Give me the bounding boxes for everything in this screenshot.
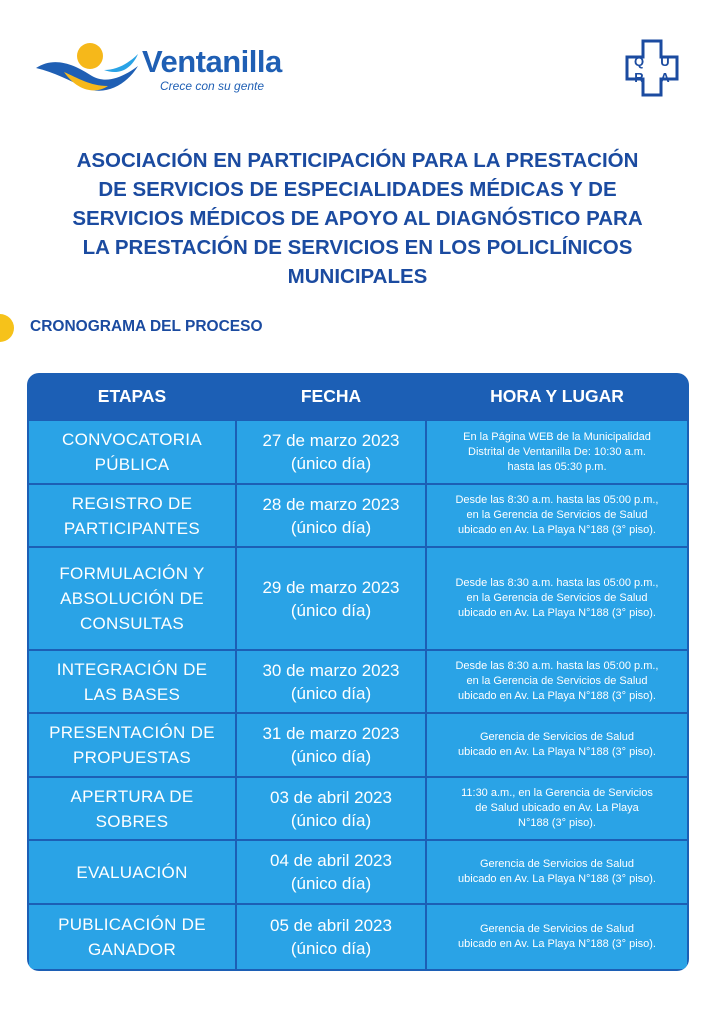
qura-letter: U: [660, 54, 670, 69]
table-row: [27, 548, 689, 649]
date-text: 28 de marzo 2023: [262, 494, 400, 514]
title-line: DE SERVICIOS DE ESPECIALIDADES MÉDICAS Y DE: [98, 178, 617, 201]
time-place-text: N°188 (3° piso).: [518, 817, 596, 829]
stage-text: GANADOR: [87, 940, 177, 959]
stage-cell: [29, 485, 235, 546]
stage-text: CONSULTAS: [79, 614, 185, 633]
stage-text: INTEGRACIÓN DE: [56, 659, 208, 679]
time-place-text: Gerencia de Servicios de Salud: [479, 731, 635, 743]
time-place-cell: [427, 905, 687, 969]
section-title: CRONOGRAMA DEL PROCESO: [30, 318, 263, 335]
date-cell: [237, 548, 425, 649]
stage-cell: [29, 421, 235, 483]
time-place-text: hasta las 05:30 p.m.: [507, 460, 607, 473]
time-place-text: En la Página WEB de la Municipalidad: [463, 430, 651, 443]
time-place-text: 11:30 a.m., en la Gerencia de Servicios: [461, 787, 653, 799]
column-header-stages: ETAPAS: [97, 386, 167, 406]
qura-letter: Q: [633, 54, 645, 69]
table-row: [27, 778, 689, 839]
date-text: 29 de marzo 2023: [262, 577, 400, 597]
title-line: SERVICIOS MÉDICOS DE APOYO AL DIAGNÓSTICO PARA: [72, 207, 643, 230]
title-line: MUNICIPALES: [287, 265, 428, 288]
section-bullet-icon: [0, 314, 14, 342]
date-text: (único día): [290, 939, 372, 958]
time-place-text: en la Gerencia de Servicios de Salud: [466, 675, 648, 687]
logo-tagline: Crece con su gente: [160, 79, 265, 93]
time-place-text: ubicado en Av. La Playa N°188 (3° piso).: [458, 938, 656, 950]
date-text: (único día): [290, 600, 372, 620]
time-place-text: en la Gerencia de Servicios de Salud: [466, 592, 648, 604]
document-title: [20, 146, 695, 291]
stage-text: PROPUESTAS: [73, 748, 191, 767]
date-cell: [237, 714, 425, 776]
date-text: 31 de marzo 2023: [262, 724, 400, 743]
time-place-cell: [427, 714, 687, 776]
stage-text: REGISTRO DE: [71, 493, 193, 513]
time-place-text: ubicado en Av. La Playa N°188 (3° piso).: [458, 690, 656, 702]
logo-name: Ventanilla: [142, 44, 282, 79]
schedule-table: [27, 373, 689, 971]
date-text: (único día): [290, 683, 372, 703]
time-place-text: Desde las 8:30 a.m. hasta las 05:00 p.m.,: [455, 660, 659, 672]
time-place-text: Gerencia de Servicios de Salud: [479, 923, 635, 935]
stage-cell: [29, 841, 235, 903]
ventanilla-logo: [34, 38, 304, 100]
date-text: 04 de abril 2023: [270, 851, 392, 870]
date-text: 30 de marzo 2023: [262, 660, 400, 680]
date-cell: [237, 651, 425, 712]
date-cell: [237, 905, 425, 969]
stage-text: PÚBLICA: [94, 455, 170, 474]
qura-letter: A: [660, 70, 670, 85]
time-place-text: Gerencia de Servicios de Salud: [479, 858, 635, 870]
time-place-cell: [427, 421, 687, 483]
time-place-text: ubicado en Av. La Playa N°188 (3° piso).: [458, 873, 656, 885]
table-row: [27, 485, 689, 546]
title-line: LA PRESTACIÓN DE SERVICIOS EN LOS POLICLÍNICOS: [82, 236, 633, 259]
date-cell: [237, 778, 425, 839]
date-cell: [237, 485, 425, 546]
time-place-cell: [427, 485, 687, 546]
stage-text: PUBLICACIÓN DE: [58, 915, 206, 934]
stage-text: LAS BASES: [83, 684, 181, 704]
date-text: 05 de abril 2023: [270, 916, 392, 935]
date-text: (único día): [290, 517, 372, 537]
time-place-text: ubicado en Av. La Playa N°188 (3° piso).: [458, 524, 656, 536]
date-text: 03 de abril 2023: [270, 787, 392, 807]
stage-cell: [29, 714, 235, 776]
time-place-text: de Salud ubicado en Av. La Playa: [475, 802, 639, 814]
time-place-cell: [427, 548, 687, 649]
time-place-cell: [427, 651, 687, 712]
time-place-cell: [427, 841, 687, 903]
stage-text: PARTICIPANTES: [63, 518, 201, 538]
stage-text: ABSOLUCIÓN DE: [60, 589, 204, 608]
stage-text: EVALUACIÓN: [76, 862, 188, 882]
time-place-text: Desde las 8:30 a.m. hasta las 05:00 p.m.,: [455, 577, 659, 589]
qura-logo: [624, 38, 680, 98]
stage-cell: [29, 651, 235, 712]
table-row: [27, 421, 689, 483]
ventanilla-emblem-icon: [34, 42, 142, 100]
stage-text: SOBRES: [95, 811, 169, 831]
title-line: ASOCIACIÓN EN PARTICIPACIÓN PARA LA PRESTACIÓN: [76, 149, 639, 172]
date-text: (único día): [290, 454, 372, 473]
date-text: (único día): [290, 874, 372, 893]
table-row: [27, 651, 689, 712]
table-row: [27, 905, 689, 969]
column-header-time-place: HORA Y LUGAR: [490, 386, 624, 406]
stage-cell: [29, 905, 235, 969]
table-header: [27, 373, 689, 419]
stage-text: FORMULACIÓN Y: [59, 564, 205, 583]
date-text: 27 de marzo 2023: [262, 431, 400, 450]
date-cell: [237, 841, 425, 903]
date-text: (único día): [290, 747, 372, 766]
stage-cell: [29, 778, 235, 839]
time-place-text: Desde las 8:30 a.m. hasta las 05:00 p.m.,: [455, 494, 659, 506]
qura-letter: R: [634, 70, 644, 85]
time-place-text: Distrital de Ventanilla De: 10:30 a.m.: [468, 445, 646, 458]
stage-text: CONVOCATORIA: [62, 430, 202, 449]
column-header-date: FECHA: [300, 386, 362, 406]
qura-cross-icon: [624, 38, 680, 98]
time-place-text: ubicado en Av. La Playa N°188 (3° piso).: [458, 607, 656, 619]
stage-text: PRESENTACIÓN DE: [49, 723, 215, 742]
time-place-text: ubicado en Av. La Playa N°188 (3° piso).: [458, 746, 656, 758]
date-text: (único día): [290, 810, 372, 830]
date-cell: [237, 421, 425, 483]
table-row: [27, 841, 689, 903]
time-place-text: en la Gerencia de Servicios de Salud: [466, 509, 648, 521]
table-row: [27, 714, 689, 776]
time-place-cell: [427, 778, 687, 839]
stage-text: APERTURA DE: [70, 786, 194, 806]
stage-cell: [29, 548, 235, 649]
